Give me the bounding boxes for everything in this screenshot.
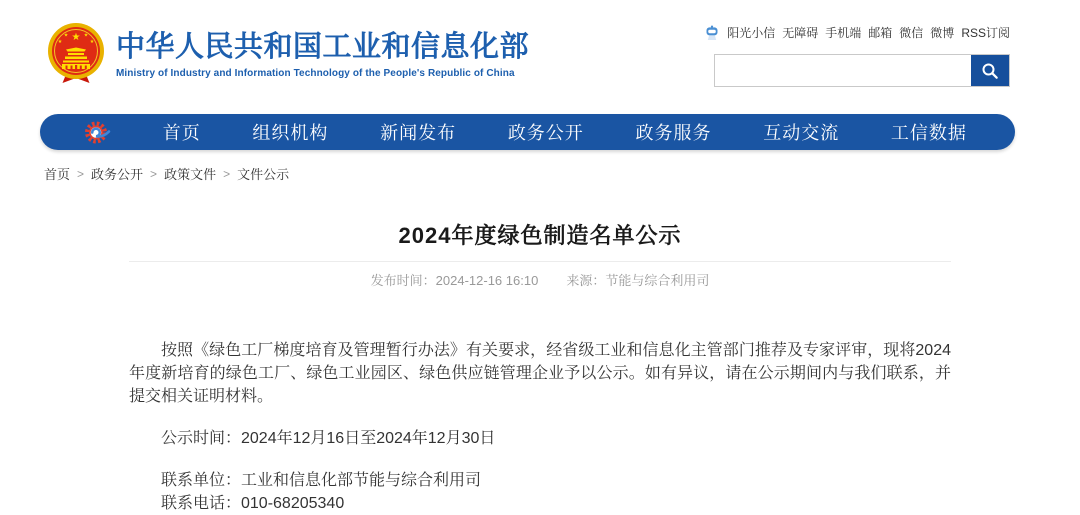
miit-gear-logo-icon[interactable]	[84, 119, 111, 146]
article-title: 2024年度绿色制造名单公示	[398, 223, 682, 248]
svg-text:★: ★	[83, 32, 89, 39]
article-meta	[129, 273, 951, 289]
search-input[interactable]	[715, 55, 971, 86]
svg-text:★: ★	[57, 39, 63, 45]
breadcrumb-link-document-notices[interactable]: 文件公示	[237, 167, 290, 182]
nav-item-home[interactable]: 首页	[162, 123, 201, 143]
breadcrumb-link-policy-documents[interactable]: 政策文件	[164, 167, 217, 182]
mascot-icon	[705, 25, 719, 41]
nav-item-organization[interactable]: 组织机构	[252, 123, 329, 143]
ministry-titles	[116, 30, 529, 79]
national-emblem-icon	[45, 22, 107, 86]
search-icon	[981, 62, 999, 80]
svg-text:★: ★	[71, 32, 81, 43]
breadcrumb-link-home[interactable]: 首页	[44, 167, 71, 182]
source-value: 节能与综合利用司	[605, 273, 710, 288]
announcement-body-paragraph: 按照《绿色工厂梯度培育及管理暂行办法》有关要求，经省级工业和信息化主管部门推荐及专家评审，现将2024年度新培育的绿色工厂、绿色工业园区、绿色供应链管理企业予以公示。如有异议，请在公示期间内与我们联系，并提交相关证明材料。	[129, 342, 951, 405]
contact-phone-paragraph: 联系电话：010-68205340	[161, 495, 345, 512]
source-label: 来源：	[566, 273, 606, 288]
ministry-name-zh: 中华人民共和国工业和信息化部	[116, 30, 530, 63]
breadcrumb-link-gov-disclosure[interactable]: 政务公开	[91, 167, 144, 182]
quick-link-yangguangxiaoxin[interactable]: 阳光小信	[727, 26, 776, 40]
breadcrumb-separator: >	[223, 166, 231, 181]
contact-unit-paragraph: 联系单位：工业和信息化部节能与综合利用司	[161, 472, 482, 489]
search-box	[714, 54, 1010, 87]
site-header	[0, 0, 1080, 114]
nav-item-news[interactable]: 新闻发布	[380, 123, 457, 143]
publish-time-label: 发布时间：	[370, 273, 436, 288]
publish-time-value: 2024-12-16 16:10	[435, 273, 539, 288]
quick-link-mail[interactable]: 邮箱	[868, 26, 893, 40]
svg-text:★: ★	[89, 39, 95, 45]
quick-link-wechat[interactable]: 微信	[899, 26, 924, 40]
quick-links	[714, 24, 1010, 41]
search-button[interactable]	[971, 55, 1009, 86]
site-logo-link[interactable]	[45, 22, 529, 86]
notice-period-paragraph: 公示时间：2024年12月16日至2024年12月30日	[161, 430, 496, 447]
nav-item-industry-data[interactable]: 工信数据	[890, 123, 967, 143]
title-divider	[129, 261, 951, 262]
breadcrumb-separator: >	[77, 166, 85, 181]
nav-item-gov-disclosure[interactable]: 政务公开	[507, 123, 584, 143]
main-nav	[40, 114, 1015, 150]
header-utilities	[714, 24, 1010, 87]
svg-text:★: ★	[63, 32, 69, 39]
quick-link-rss[interactable]: RSS订阅	[961, 26, 1010, 40]
quick-link-mobile[interactable]: 手机端	[825, 26, 862, 40]
breadcrumb-separator: >	[150, 166, 158, 181]
nav-item-interaction[interactable]: 互动交流	[763, 123, 840, 143]
quick-link-weibo[interactable]: 微博	[930, 26, 955, 40]
article	[129, 223, 951, 515]
nav-item-gov-services[interactable]: 政务服务	[635, 123, 712, 143]
ministry-name-en: Ministry of Industry and Information Technology of the People's Republic of China	[116, 67, 515, 79]
breadcrumb	[44, 164, 1080, 183]
quick-link-accessibility[interactable]: 无障碍	[782, 26, 819, 40]
